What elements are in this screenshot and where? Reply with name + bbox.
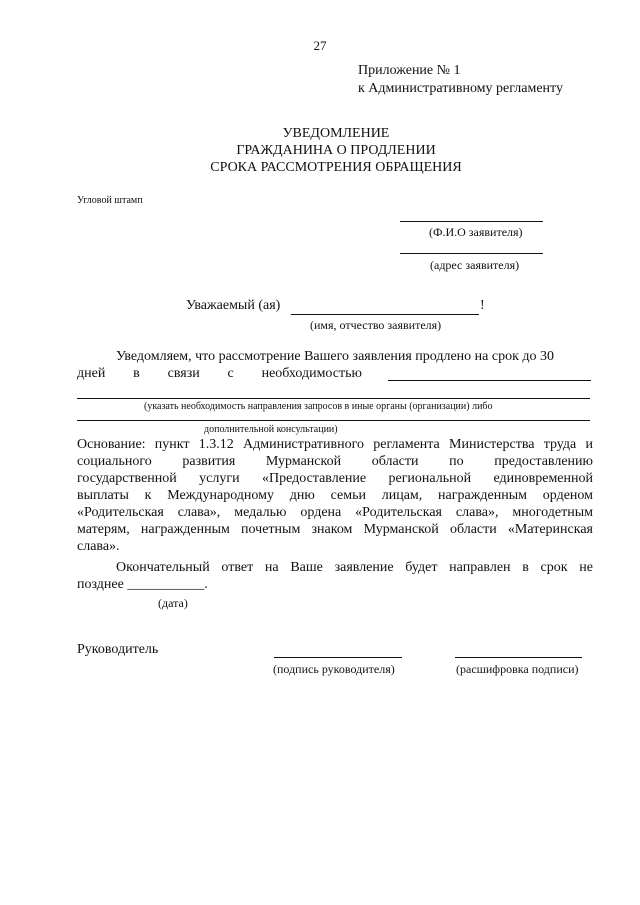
appendix-line-1: Приложение № 1: [358, 63, 461, 78]
corner-stamp-label: Угловой штамп: [77, 195, 143, 206]
notice-word: с: [227, 366, 234, 381]
notice-line-2: [77, 366, 362, 382]
applicant-name-line: [400, 221, 543, 222]
greeting-exclamation: !: [480, 298, 485, 313]
basis-line: государственной услуги «Предоставление региональной единовременной: [77, 471, 593, 486]
final-prefix: позднее: [77, 577, 124, 592]
applicant-address-line: [400, 253, 543, 254]
basis-line: слава».: [77, 539, 120, 554]
page-number: 27: [313, 38, 327, 53]
signature-line: [274, 657, 402, 658]
reason-line-1: [388, 380, 591, 381]
signature-label: Руководитель: [77, 642, 159, 657]
date-caption: (дата): [158, 596, 188, 610]
notice-word: связи: [167, 366, 200, 381]
applicant-name-caption: (Ф.И.О заявителя): [429, 225, 523, 239]
final-date-blank: ___________.: [127, 577, 208, 592]
title-line-1: УВЕДОМЛЕНИЕ: [282, 126, 390, 141]
greeting-text: Уважаемый (ая): [186, 298, 281, 313]
basis-line: социального развития Мурманской области по предоставлению: [77, 454, 593, 469]
notice-word: в: [133, 366, 140, 381]
notice-line-1: Уведомляем, что рассмотрение Вашего заявления продлено на срок до 30: [116, 349, 555, 364]
reason-line-3: [77, 420, 590, 421]
basis-line: матерям, награжденным почетным знаком Мурманской области «Материнская: [77, 522, 593, 537]
basis-line: выплаты к Международному дню семьи лицам, награжденным орденом: [77, 488, 593, 503]
basis-line: Основание: пункт 1.3.12 Административного регламента Министерства труда и: [77, 437, 593, 452]
final-line-1: Окончательный ответ на Ваше заявление будет направлен в срок не: [116, 560, 593, 575]
appendix-reference: [358, 62, 563, 98]
title-line-2: ГРАЖДАНИНА О ПРОДЛЕНИИ: [236, 143, 436, 158]
appendix-line-2: к Административному регламенту: [358, 81, 563, 96]
signature-decode-line: [455, 657, 582, 658]
signature-caption: (подпись руководителя): [273, 662, 395, 676]
title-line-3: СРОКА РАССМОТРЕНИЯ ОБРАЩЕНИЯ: [210, 160, 462, 175]
signature-decode-caption: (расшифровка подписи): [456, 662, 579, 676]
notice-word: необходимостью: [261, 366, 362, 381]
basis-paragraph: [77, 436, 593, 555]
greeting-name-line: [291, 314, 479, 315]
reason-caption-1: (указать необходимость направления запросов в иные органы (организации) либо: [144, 401, 493, 412]
reason-caption-2: дополнительной консультации): [204, 424, 338, 435]
applicant-address-caption: (адрес заявителя): [430, 258, 520, 272]
greeting-caption: (имя, отчество заявителя): [310, 318, 442, 332]
notice-word: дней: [77, 366, 106, 381]
reason-line-2: [77, 398, 590, 399]
final-line-2: [77, 577, 208, 593]
document-title: [0, 125, 640, 176]
basis-line: «Родительская слава», медалью ордена «Родительская слава», многодетным: [77, 505, 593, 520]
